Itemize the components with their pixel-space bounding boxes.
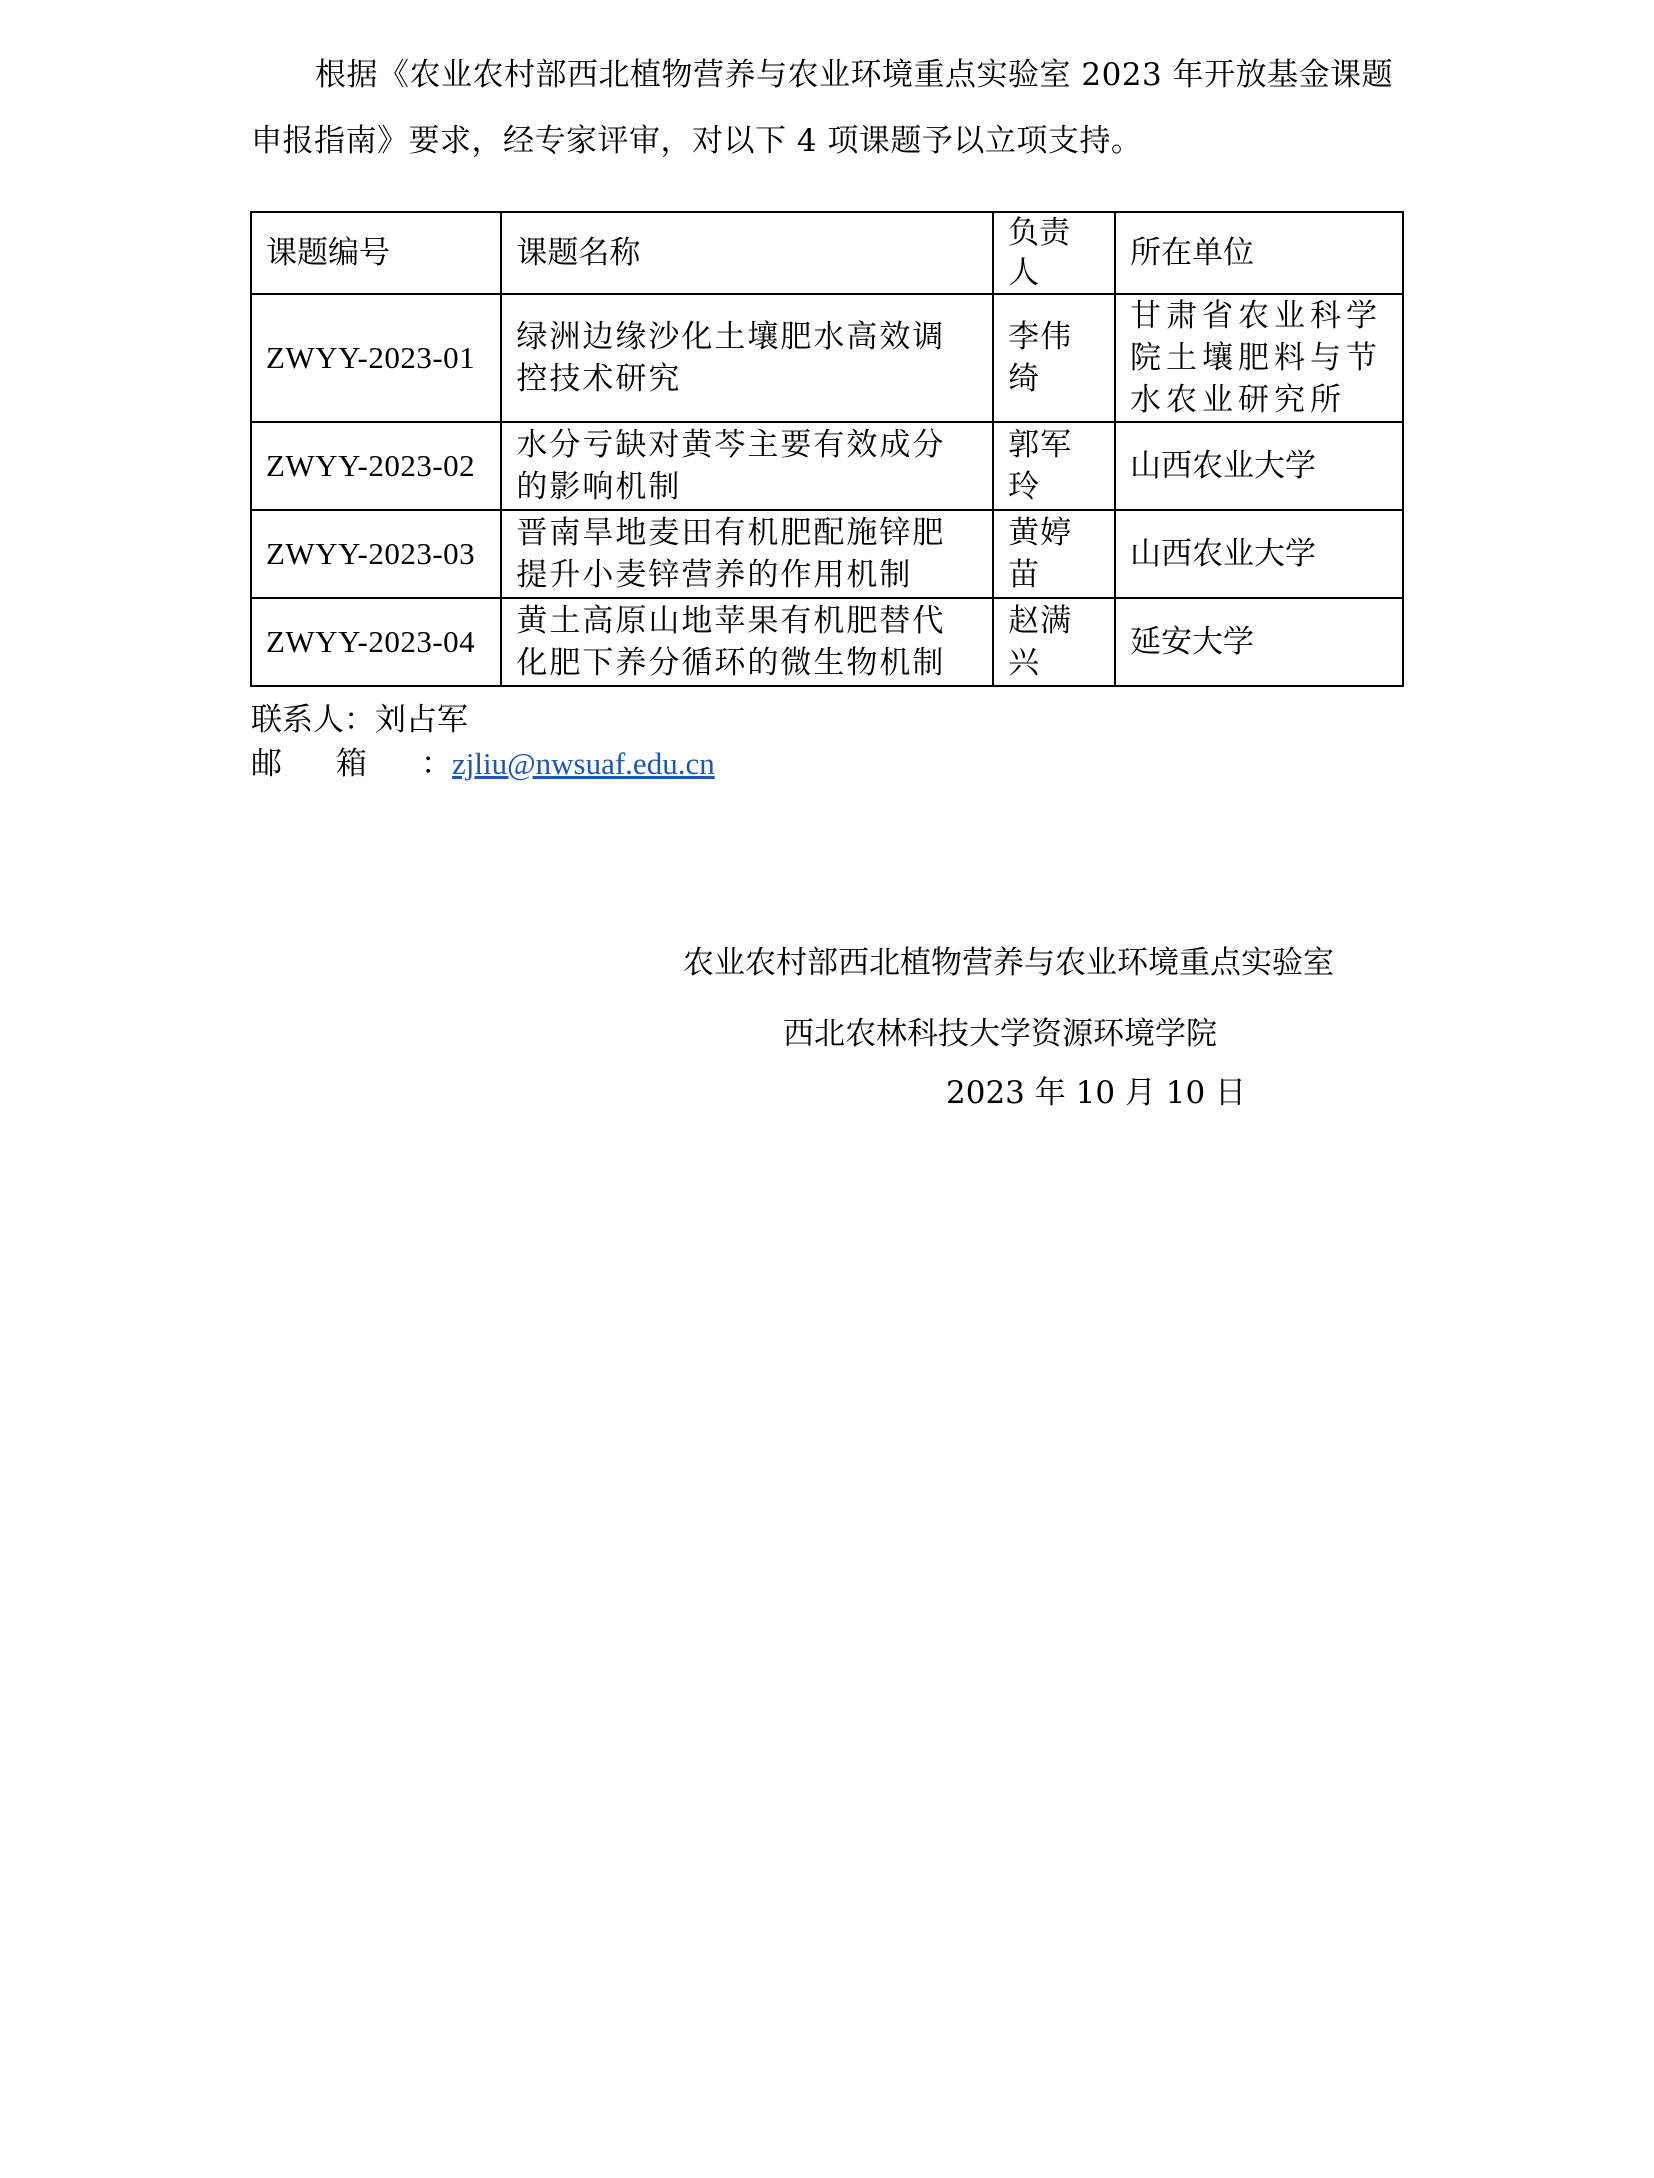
project-unit: 甘肃省农业科学院土壤肥料与节水农业研究所 bbox=[1115, 294, 1403, 422]
table-row bbox=[251, 510, 1403, 598]
contact-email bbox=[251, 744, 715, 784]
project-name: 黄土高原山地苹果有机肥替代化肥下养分循环的微生物机制 bbox=[501, 598, 993, 686]
header-code: 课题编号 bbox=[251, 212, 501, 294]
email-link[interactable]: zjliu@nwsuaf.edu.cn bbox=[452, 746, 715, 781]
project-code: ZWYY-2023-02 bbox=[251, 422, 501, 510]
contact-person bbox=[251, 700, 468, 740]
table-row bbox=[251, 598, 1403, 686]
project-unit: 延安大学 bbox=[1115, 598, 1403, 686]
contact-person-name: 刘占军 bbox=[375, 702, 468, 738]
table-header-row bbox=[251, 212, 1403, 294]
signature-lab: 农业农村部西北植物营养与农业环境重点实验室 bbox=[683, 945, 1334, 981]
intro-paragraph: 根据《农业农村部西北植物营养与农业环境重点实验室 2023 年开放基金课题申报指南》要求，经专家评审，对以下 4 项课题予以立项支持。 bbox=[251, 57, 1394, 159]
project-name: 水分亏缺对黄芩主要有效成分的影响机制 bbox=[501, 422, 993, 510]
email-colon: ： bbox=[421, 746, 452, 782]
header-lead: 负责人 bbox=[993, 212, 1115, 294]
table-row bbox=[251, 294, 1403, 422]
signature-date: 2023 年 10 月 10 日 bbox=[946, 1075, 1247, 1111]
project-lead: 赵满兴 bbox=[993, 598, 1115, 686]
contact-person-label: 联系人： bbox=[251, 702, 375, 738]
project-unit: 山西农业大学 bbox=[1115, 422, 1403, 510]
email-label: 邮箱 bbox=[251, 746, 421, 782]
project-code: ZWYY-2023-04 bbox=[251, 598, 501, 686]
project-lead: 李伟绮 bbox=[993, 294, 1115, 422]
project-code: ZWYY-2023-03 bbox=[251, 510, 501, 598]
project-name: 晋南旱地麦田有机肥配施锌肥提升小麦锌营养的作用机制 bbox=[501, 510, 993, 598]
project-unit: 山西农业大学 bbox=[1115, 510, 1403, 598]
signature-college: 西北农林科技大学资源环境学院 bbox=[783, 1016, 1217, 1052]
project-name: 绿洲边缘沙化土壤肥水高效调控技术研究 bbox=[501, 294, 993, 422]
project-lead: 黄婷苗 bbox=[993, 510, 1115, 598]
project-code: ZWYY-2023-01 bbox=[251, 294, 501, 422]
table-row bbox=[251, 422, 1403, 510]
header-name: 课题名称 bbox=[501, 212, 993, 294]
projects-table bbox=[250, 211, 1404, 687]
header-unit: 所在单位 bbox=[1115, 212, 1403, 294]
project-lead: 郭军玲 bbox=[993, 422, 1115, 510]
